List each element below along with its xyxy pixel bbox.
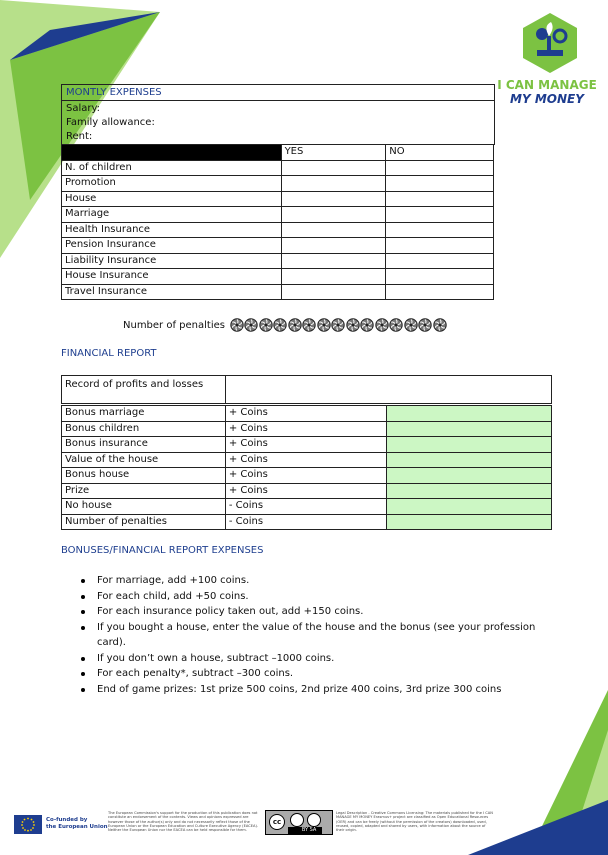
amount-cell[interactable] bbox=[387, 421, 552, 437]
family-allowance-label: Family allowance: bbox=[66, 117, 155, 128]
no-cell[interactable] bbox=[386, 191, 494, 207]
swirl-coin-icon bbox=[404, 318, 418, 332]
row-label: House bbox=[62, 191, 282, 207]
swirl-coin-icon bbox=[302, 318, 316, 332]
header-black-cell bbox=[62, 145, 282, 161]
amount-cell[interactable] bbox=[387, 437, 552, 453]
bonuses-title: BONUSES/FINANCIAL REPORT EXPENSES bbox=[61, 545, 264, 556]
no-cell[interactable] bbox=[386, 253, 494, 269]
table-row bbox=[62, 499, 552, 515]
row-label: No house bbox=[62, 499, 226, 515]
row-label: Marriage bbox=[62, 207, 282, 223]
swirl-coin-icon bbox=[375, 318, 389, 332]
penalties-label: Number of penalties bbox=[123, 319, 225, 331]
coins-sign: + Coins bbox=[225, 452, 387, 468]
cc-license-badge bbox=[265, 810, 333, 835]
row-label: Pension Insurance bbox=[62, 238, 282, 254]
swirl-coin-icon bbox=[346, 318, 360, 332]
eu-disclaimer: The European Commission's support for the production of this publication does not constitute an endorsement of the contents. Views and opinions expressed are however those of the author(s) only and do not necessarily reflect those of the European Union or the European Education and Culture Executive Agency (EACEA). Neither the European Union nor the EACEA can be held responsible for them. bbox=[108, 811, 259, 833]
row-label: Bonus insurance bbox=[62, 437, 226, 453]
row-label: Bonus marriage bbox=[62, 406, 226, 422]
coins-sign: + Coins bbox=[225, 468, 387, 484]
table-row bbox=[62, 468, 552, 484]
yes-cell[interactable] bbox=[281, 222, 386, 238]
list-item: For each insurance policy taken out, add +150 coins. bbox=[79, 604, 539, 620]
row-label: Prize bbox=[62, 483, 226, 499]
list-item: If you don’t own a house, subtract –1000 coins. bbox=[79, 651, 539, 667]
profits-losses-header-blank bbox=[225, 376, 551, 404]
monthly-expenses-title-underline bbox=[62, 100, 494, 101]
swirl-coin-icon bbox=[418, 318, 432, 332]
swirl-coin-icon bbox=[259, 318, 273, 332]
table-row bbox=[62, 284, 494, 300]
no-cell[interactable] bbox=[386, 269, 494, 285]
salary-label: Salary: bbox=[66, 103, 101, 114]
by-person-icon bbox=[290, 813, 304, 827]
table-row bbox=[62, 207, 494, 223]
swirl-coin-icon bbox=[288, 318, 302, 332]
brand-line2: MY MONEY bbox=[510, 92, 584, 106]
table-row bbox=[62, 238, 494, 254]
no-cell[interactable] bbox=[386, 176, 494, 192]
table-row bbox=[62, 452, 552, 468]
amount-cell[interactable] bbox=[387, 406, 552, 422]
yes-cell[interactable] bbox=[281, 160, 386, 176]
yes-cell[interactable] bbox=[281, 284, 386, 300]
coins-sign: - Coins bbox=[225, 514, 387, 530]
no-cell[interactable] bbox=[386, 284, 494, 300]
eu-stars-icon bbox=[14, 815, 42, 834]
penalties-row bbox=[123, 317, 447, 333]
sa-label: SA bbox=[309, 827, 317, 833]
table-header-row bbox=[62, 145, 494, 161]
cofunded-line1: Co-funded by bbox=[46, 817, 88, 823]
cofunded-label bbox=[46, 817, 108, 831]
table-row bbox=[62, 160, 494, 176]
table-row bbox=[62, 406, 552, 422]
coins-sign: + Coins bbox=[225, 406, 387, 422]
coins-sign: + Coins bbox=[225, 483, 387, 499]
swirl-coin-icon bbox=[317, 318, 331, 332]
swirl-coin-icon bbox=[273, 318, 287, 332]
table-row bbox=[62, 176, 494, 192]
financial-report-table bbox=[61, 405, 552, 530]
monthly-expenses-title: MONTLY EXPENSES bbox=[66, 87, 162, 98]
yes-cell[interactable] bbox=[281, 238, 386, 254]
monthly-expenses-box bbox=[61, 84, 495, 145]
list-item: For marriage, add +100 coins. bbox=[79, 573, 539, 589]
yes-cell[interactable] bbox=[281, 191, 386, 207]
yes-cell[interactable] bbox=[281, 207, 386, 223]
table-row bbox=[62, 191, 494, 207]
table-row bbox=[62, 253, 494, 269]
coins-sign: - Coins bbox=[225, 499, 387, 515]
sa-share-icon bbox=[307, 813, 321, 827]
table-row bbox=[62, 421, 552, 437]
swirl-coin-icon bbox=[331, 318, 345, 332]
list-item: End of game prizes: 1st prize 500 coins, 2nd prize 400 coins, 3rd prize 300 coins bbox=[79, 682, 539, 698]
penalty-icons bbox=[230, 318, 448, 332]
table-row bbox=[62, 437, 552, 453]
brand-line1: I CAN MANAGE bbox=[497, 78, 597, 92]
list-item: For each child, add +50 coins. bbox=[79, 589, 539, 605]
profits-losses-header: Record of profits and losses bbox=[62, 376, 226, 404]
no-cell[interactable] bbox=[386, 160, 494, 176]
swirl-coin-icon bbox=[230, 318, 244, 332]
table-row bbox=[62, 222, 494, 238]
list-item: If you bought a house, enter the value of the house and the bonus (see your profession card). bbox=[79, 620, 539, 651]
cofunded-line2: the European Union bbox=[46, 824, 108, 830]
bonuses-list bbox=[79, 573, 539, 697]
by-label: BY bbox=[288, 827, 322, 834]
amount-cell[interactable] bbox=[387, 514, 552, 530]
table-header-row bbox=[62, 376, 552, 404]
no-cell[interactable] bbox=[386, 207, 494, 223]
hexagon-logo-icon bbox=[520, 12, 580, 74]
brand-logo bbox=[497, 12, 600, 112]
coins-sign: + Coins bbox=[225, 437, 387, 453]
no-column-header: NO bbox=[386, 145, 494, 161]
yes-cell[interactable] bbox=[281, 253, 386, 269]
yes-column-header: YES bbox=[281, 145, 386, 161]
row-label: Travel Insurance bbox=[62, 284, 282, 300]
swirl-coin-icon bbox=[433, 318, 447, 332]
row-label: Health Insurance bbox=[62, 222, 282, 238]
row-label: N. of children bbox=[62, 160, 282, 176]
monthly-expenses-table bbox=[61, 144, 494, 300]
table-row bbox=[62, 514, 552, 530]
table-row bbox=[62, 483, 552, 499]
no-cell[interactable] bbox=[386, 238, 494, 254]
yes-cell[interactable] bbox=[281, 269, 386, 285]
amount-cell[interactable] bbox=[387, 468, 552, 484]
amount-cell[interactable] bbox=[387, 483, 552, 499]
row-label: Bonus house bbox=[62, 468, 226, 484]
coins-sign: + Coins bbox=[225, 421, 387, 437]
swirl-coin-icon bbox=[360, 318, 374, 332]
row-label: Value of the house bbox=[62, 452, 226, 468]
table-row bbox=[62, 269, 494, 285]
amount-cell[interactable] bbox=[387, 499, 552, 515]
row-label: Liability Insurance bbox=[62, 253, 282, 269]
row-label: Bonus children bbox=[62, 421, 226, 437]
no-cell[interactable] bbox=[386, 222, 494, 238]
row-label: House Insurance bbox=[62, 269, 282, 285]
yes-cell[interactable] bbox=[281, 176, 386, 192]
swirl-coin-icon bbox=[244, 318, 258, 332]
cc-icon: cc bbox=[269, 814, 285, 830]
amount-cell[interactable] bbox=[387, 452, 552, 468]
financial-report-title: FINANCIAL REPORT bbox=[61, 348, 157, 359]
swirl-coin-icon bbox=[389, 318, 403, 332]
row-label: Number of penalties bbox=[62, 514, 226, 530]
legal-description: Legal Description - Creative Commons Licensing: The materials published for the I CAN MANAGE MY MONEY Erasmus+ project are classified as Open Educational Resources (OER) and can be freely (without the permission of the creators) downloaded, used, reused, copied, adapted and shared by users, with information about the source of their origin. bbox=[336, 811, 493, 833]
eu-flag-icon bbox=[14, 815, 42, 834]
list-item: For each penalty*, subtract –300 coins. bbox=[79, 666, 539, 682]
row-label: Promotion bbox=[62, 176, 282, 192]
profits-losses-header-table bbox=[61, 375, 552, 404]
rent-label: Rent: bbox=[66, 131, 93, 142]
